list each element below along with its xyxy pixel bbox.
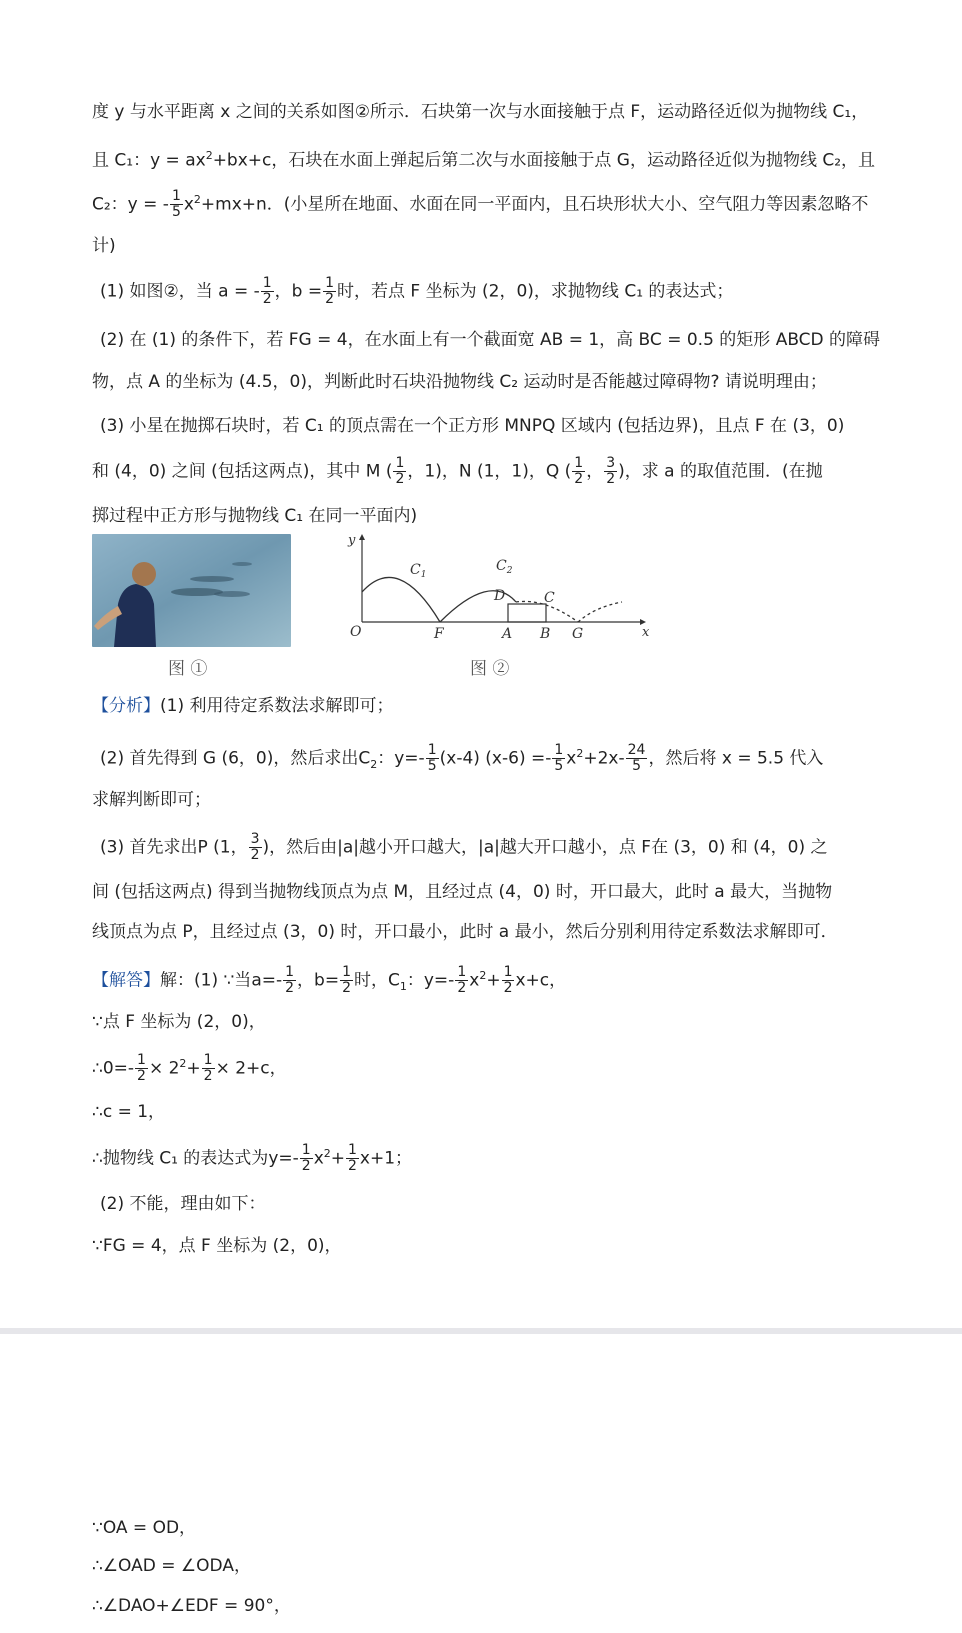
fraction <box>346 1143 359 1174</box>
text: x <box>183 194 194 215</box>
fraction <box>135 1053 148 1084</box>
text: (2) 首先得到 G (6，0)，然后求出 <box>100 748 359 769</box>
numerator: 1 <box>171 188 181 205</box>
text: x+1； <box>359 1148 413 1169</box>
text: +2x- <box>583 748 625 769</box>
denominator: 5 <box>632 758 641 775</box>
document-page-2 <box>0 1334 962 1633</box>
numerator: 1 <box>262 275 272 291</box>
numerator: 1 <box>395 455 405 471</box>
exponent: 2 <box>479 969 487 982</box>
fraction <box>283 965 296 996</box>
problem-line-1: 度 y 与水平距离 x 之间的关系如图②所示．石块第一次与水面接触于点 F，运动路径近似为抛物线 C₁， <box>92 102 869 122</box>
text: C <box>358 748 371 769</box>
fraction <box>323 276 336 307</box>
solution-line-1 <box>92 962 566 1001</box>
numerator: 1 <box>301 1142 311 1159</box>
problem-line-4: 计) <box>92 236 116 256</box>
numerator: 1 <box>137 1052 146 1069</box>
text: × 2+c， <box>215 1058 287 1079</box>
text: ∴抛物线 C₁ 的表达式为 <box>92 1148 269 1169</box>
text: x <box>566 748 577 769</box>
parabola-c1 <box>362 577 440 622</box>
numerator: 1 <box>554 742 564 759</box>
page2-line-2: ∴∠OAD = ∠ODA， <box>92 1556 251 1576</box>
text: x <box>469 970 480 991</box>
question-1 <box>100 276 733 307</box>
denominator: 2 <box>250 847 260 863</box>
fraction <box>604 456 617 487</box>
photo-illustration <box>92 534 291 647</box>
analysis-line-2 <box>100 740 823 779</box>
text: + <box>186 1058 201 1079</box>
next-bounce-dashed <box>578 602 622 622</box>
question-2-line-2: 物，点 A 的坐标为 (4.5，0)，判断此时石块沿抛物线 C₂ 运动时是否能越过障碍物? 请说明理由； <box>92 372 827 392</box>
denominator: 2 <box>342 980 351 997</box>
denominator: 2 <box>301 1158 311 1175</box>
denominator: 2 <box>395 471 405 487</box>
text: + <box>486 970 501 991</box>
denominator: 2 <box>574 471 584 487</box>
subscript: 1 <box>399 980 407 994</box>
exponent: 2 <box>205 149 213 162</box>
denominator: 2 <box>262 291 272 307</box>
text: ， <box>586 461 604 482</box>
label-c2: $C_2$ <box>496 558 513 576</box>
fraction <box>455 965 468 996</box>
fraction <box>340 965 353 996</box>
text: 时，C <box>354 970 400 991</box>
label-c: C <box>544 590 555 606</box>
numerator: 1 <box>285 964 295 981</box>
fraction <box>393 456 406 487</box>
denominator: 5 <box>554 758 564 775</box>
text: ，然后将 x = 5.5 代入 <box>648 748 824 769</box>
question-3-line-3: 掷过程中正方形与抛物线 C₁ 在同一平面内) <box>92 506 418 526</box>
fraction <box>426 743 439 774</box>
text: 且 C₁：y = ax <box>92 150 206 171</box>
fraction <box>572 456 585 487</box>
fraction <box>626 743 648 774</box>
text: 时，若点 F 坐标为 (2，0)，求抛物线 C₁ 的表达式； <box>337 281 734 302</box>
exponent: 2 <box>179 1057 187 1070</box>
boy-head <box>132 562 156 586</box>
text: ，b = <box>274 281 323 302</box>
problem-line-3 <box>92 186 868 220</box>
label-d: D <box>494 588 506 604</box>
figure-1-caption: 图 ① <box>168 659 208 679</box>
subscript: 2 <box>370 758 378 772</box>
label-b: B <box>540 626 551 642</box>
text: ：y=- <box>377 748 425 769</box>
solution-line-7: ∵FG = 4，点 F 坐标为 (2，0)， <box>92 1236 342 1256</box>
fraction <box>170 189 183 220</box>
label-y: y <box>348 533 356 548</box>
text: ∴0=- <box>92 1058 135 1079</box>
solution-line-6: (2) 不能，理由如下： <box>100 1194 266 1214</box>
numerator: 24 <box>627 742 646 759</box>
figure-2-caption: 图 ② <box>470 659 510 679</box>
ripple <box>232 562 252 566</box>
fraction <box>249 832 262 863</box>
question-3-line-2 <box>92 456 823 487</box>
text: a=- <box>251 970 283 991</box>
ripple <box>190 576 234 582</box>
solution-tag: 【解答】 <box>92 970 160 991</box>
photo-boy-skipping-stones <box>92 534 291 647</box>
page2-line-1: ∵OA = OD， <box>92 1518 197 1538</box>
denominator: 2 <box>606 471 616 487</box>
question-3-line-1: (3) 小星在抛掷石块时，若 C₁ 的顶点需在一个正方形 MNPQ 区域内 (包括边界)，且点 F 在 (3，0) <box>100 416 845 436</box>
solution-line-4: ∴c = 1， <box>92 1102 166 1122</box>
numerator: 1 <box>574 455 584 471</box>
denominator: 2 <box>457 980 467 997</box>
text: 解：(1) ∵当 <box>160 970 252 991</box>
text: )，求 a 的取值范围．(在抛 <box>618 461 823 482</box>
fraction <box>261 276 274 307</box>
analysis-line-5: 间 (包括这两点) 得到当抛物线顶点为点 M，且经过点 (4，0) 时，开口最大，此时 a 最大，当抛物 <box>92 882 833 902</box>
analysis-line-6: 线顶点为点 P，且经过点 (3，0) 时，开口最小，此时 a 最小，然后分别利用待定系数法求解即可． <box>92 922 838 942</box>
numerator: 1 <box>203 1052 213 1069</box>
text: (1) 如图②，当 a = - <box>100 281 260 302</box>
text: x+c， <box>515 970 567 991</box>
denominator: 2 <box>137 1068 146 1085</box>
denominator: 2 <box>348 1158 357 1175</box>
solution-line-3 <box>92 1050 287 1084</box>
analysis-line-3: 求解判断即可； <box>92 790 211 810</box>
fraction <box>300 1143 313 1174</box>
denominator: 2 <box>285 980 295 997</box>
obstacle-rectangle <box>508 604 546 622</box>
solution-line-2: ∵点 F 坐标为 (2，0)， <box>92 1012 266 1032</box>
fraction <box>202 1053 215 1084</box>
label-f: F <box>434 626 444 642</box>
exponent: 2 <box>323 1147 331 1160</box>
denominator: 5 <box>427 758 437 775</box>
text: (3) 首先求出 <box>100 837 198 858</box>
text: + <box>330 1148 345 1169</box>
question-2-line-1: (2) 在 (1) 的条件下，若 FG = 4，在水面上有一个截面宽 AB = 1，高 BC = 0.5 的矩形 ABCD 的障碍 <box>100 330 881 350</box>
numerator: 1 <box>342 964 351 981</box>
numerator: 1 <box>325 275 335 291</box>
text: × 2 <box>148 1058 180 1079</box>
fraction <box>502 965 515 996</box>
text: +mx+n．(小星所在地面、水面在同一平面内，且石块形状大小、空气阻力等因素忽略不 <box>200 194 869 215</box>
text: ：y=- <box>406 970 455 991</box>
text: ，b= <box>297 970 340 991</box>
ripple <box>214 591 250 597</box>
text: (1) 利用待定系数法求解即可； <box>160 696 394 716</box>
page2-line-3: ∴∠DAO+∠EDF = 90°， <box>92 1596 291 1616</box>
denominator: 2 <box>503 980 513 997</box>
numerator: 1 <box>348 1142 357 1159</box>
label-c1: $C_1$ <box>410 562 427 580</box>
denominator: 5 <box>171 204 181 221</box>
numerator: 3 <box>250 831 260 847</box>
analysis-line-1 <box>92 692 393 720</box>
text: (x-4) (x-6) =- <box>439 748 552 769</box>
text: y=- <box>268 1148 299 1169</box>
label-o: O <box>350 624 362 640</box>
analysis-line-4 <box>100 832 827 863</box>
exponent: 2 <box>193 193 201 206</box>
exponent: 2 <box>576 747 584 760</box>
denominator: 2 <box>325 291 335 307</box>
text: ，1)，N (1，1)，Q ( <box>407 461 572 482</box>
denominator: 2 <box>203 1068 213 1085</box>
numerator: 1 <box>457 964 467 981</box>
numerator: 3 <box>606 455 616 471</box>
parabola-diagram <box>340 532 650 652</box>
text: )，然后由|a|越小开口越大，|a|越大开口越小，点 F在 (3，0) 和 (4，0) 之 <box>262 837 828 858</box>
text: x <box>313 1148 324 1169</box>
label-g: G <box>572 626 584 642</box>
problem-line-2 <box>92 142 875 175</box>
numerator: 1 <box>427 742 437 759</box>
solution-line-5 <box>92 1140 412 1174</box>
text: C₂：y = - <box>92 194 169 215</box>
fraction <box>552 743 565 774</box>
diagram-svg <box>340 532 650 652</box>
text: P (1， <box>197 837 248 858</box>
label-a: A <box>502 626 513 642</box>
y-axis-arrow <box>359 534 365 540</box>
text: 和 (4，0) 之间 (包括这两点)，其中 M ( <box>92 461 393 482</box>
analysis-tag: 【分析】 <box>92 696 160 716</box>
text: +bx+c，石块在水面上弹起后第二次与水面接触于点 G，运动路径近似为抛物线 C₂，且 <box>212 150 876 171</box>
label-x: x <box>642 625 650 640</box>
numerator: 1 <box>503 964 513 981</box>
